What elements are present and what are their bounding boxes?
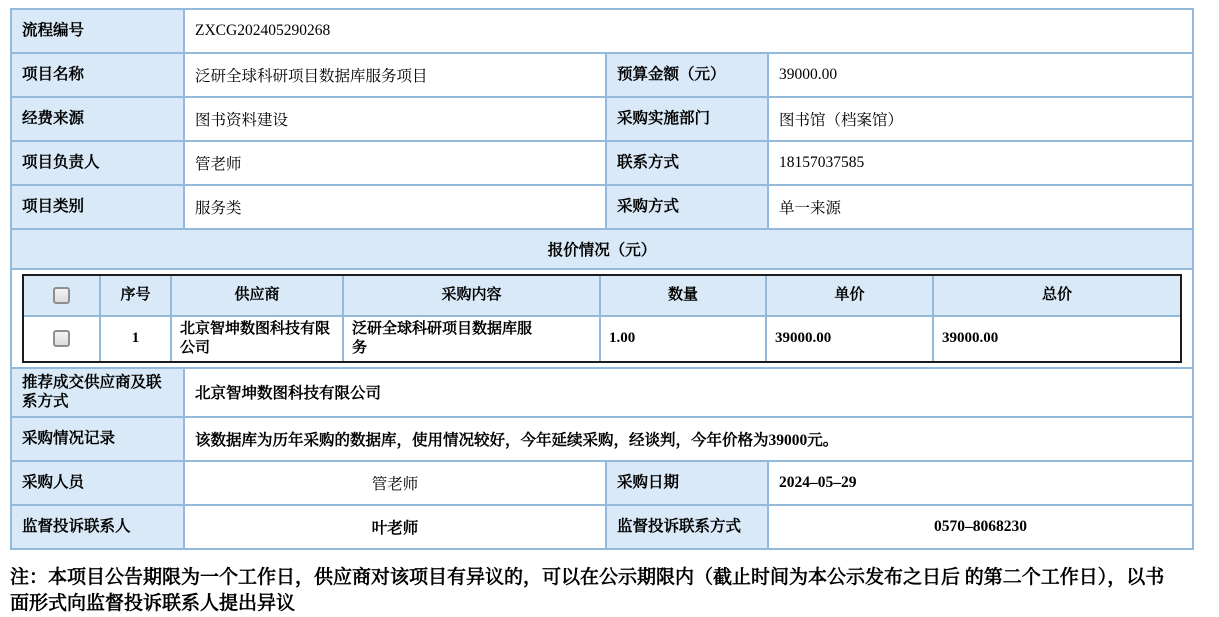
quote-table-container	[11, 269, 1193, 368]
select-all-cell	[24, 276, 100, 316]
row-recommended-supplier	[11, 368, 1193, 417]
project-leader-value: 管老师	[184, 141, 606, 185]
project-leader-label: 项目负责人	[11, 141, 184, 185]
col-header-supplier: 供应商	[171, 276, 343, 316]
implementing-dept-value: 图书馆（档案馆）	[768, 97, 1193, 141]
procurement-record-label: 采购情况记录	[11, 417, 184, 461]
supervision-phone-value: 0570–8068230	[768, 505, 1193, 549]
row-project-name-budget	[11, 53, 1193, 97]
project-name-value: 泛研全球科研项目数据库服务项目	[184, 53, 606, 97]
row-category-method	[11, 185, 1193, 229]
row-select-checkbox[interactable]	[53, 330, 70, 347]
quote-table-header-row	[24, 276, 1180, 316]
row-leader-contact	[11, 141, 1193, 185]
process-number-value: ZXCG202405290268	[184, 9, 1193, 53]
quote-row-quantity: 1.00	[600, 316, 766, 361]
contact-phone-value: 18157037585	[768, 141, 1193, 185]
project-category-value: 服务类	[184, 185, 606, 229]
procurement-staff-value: 管老师	[184, 461, 606, 505]
quote-row-content: 泛研全球科研项目数据库服务	[343, 316, 600, 361]
announcement-note: 注：本项目公告期限为一个工作日，供应商对该项目有异议的，可以在公示期限内（截止时间为本公示发布之日后 的第二个工作日），以书面形式向监督投诉联系人提出异议	[10, 566, 1165, 614]
row-staff-date	[11, 461, 1193, 505]
quote-row-total-price: 39000.00	[933, 316, 1180, 361]
project-name-label: 项目名称	[11, 53, 184, 97]
procurement-date-value: 2024–05–29	[768, 461, 1193, 505]
funding-source-value: 图书资料建设	[184, 97, 606, 141]
supervision-contact-label: 监督投诉联系人	[11, 505, 184, 549]
quote-row-unit-price: 39000.00	[766, 316, 933, 361]
contact-phone-label: 联系方式	[606, 141, 768, 185]
col-header-quantity: 数量	[600, 276, 766, 316]
budget-label: 预算金额（元）	[606, 53, 768, 97]
row-quote-section-title	[11, 229, 1193, 269]
procurement-info-table	[10, 8, 1194, 550]
budget-value: 39000.00	[768, 53, 1193, 97]
row-process-number	[11, 9, 1193, 53]
quote-section-title: 报价情况（元）	[11, 229, 1193, 269]
procurement-method-label: 采购方式	[606, 185, 768, 229]
recommended-supplier-label: 推荐成交供应商及联系方式	[11, 368, 184, 417]
select-all-checkbox[interactable]	[53, 287, 70, 304]
procurement-staff-label: 采购人员	[11, 461, 184, 505]
col-header-unit-price: 单价	[766, 276, 933, 316]
col-header-content: 采购内容	[343, 276, 600, 316]
implementing-dept-label: 采购实施部门	[606, 97, 768, 141]
recommended-supplier-value: 北京智坤数图科技有限公司	[184, 368, 1193, 417]
quote-row-index: 1	[100, 316, 171, 361]
col-header-index: 序号	[100, 276, 171, 316]
row-procurement-record	[11, 417, 1193, 461]
project-category-label: 项目类别	[11, 185, 184, 229]
quote-row	[24, 316, 1180, 361]
procurement-date-label: 采购日期	[606, 461, 768, 505]
procurement-record-value: 该数据库为历年采购的数据库，使用情况较好，今年延续采购，经谈判，今年价格为39000元。	[184, 417, 1193, 461]
supervision-phone-label: 监督投诉联系方式	[606, 505, 768, 549]
quote-row-supplier: 北京智坤数图科技有限公司	[171, 316, 343, 361]
row-funding-dept	[11, 97, 1193, 141]
procurement-method-value: 单一来源	[768, 185, 1193, 229]
supervision-contact-value: 叶老师	[184, 505, 606, 549]
quote-table	[24, 276, 1180, 361]
row-quote-table	[11, 269, 1193, 368]
funding-source-label: 经费来源	[11, 97, 184, 141]
col-header-total-price: 总价	[933, 276, 1180, 316]
row-supervision	[11, 505, 1193, 549]
row-select-cell	[24, 316, 100, 361]
process-number-label: 流程编号	[11, 9, 184, 53]
